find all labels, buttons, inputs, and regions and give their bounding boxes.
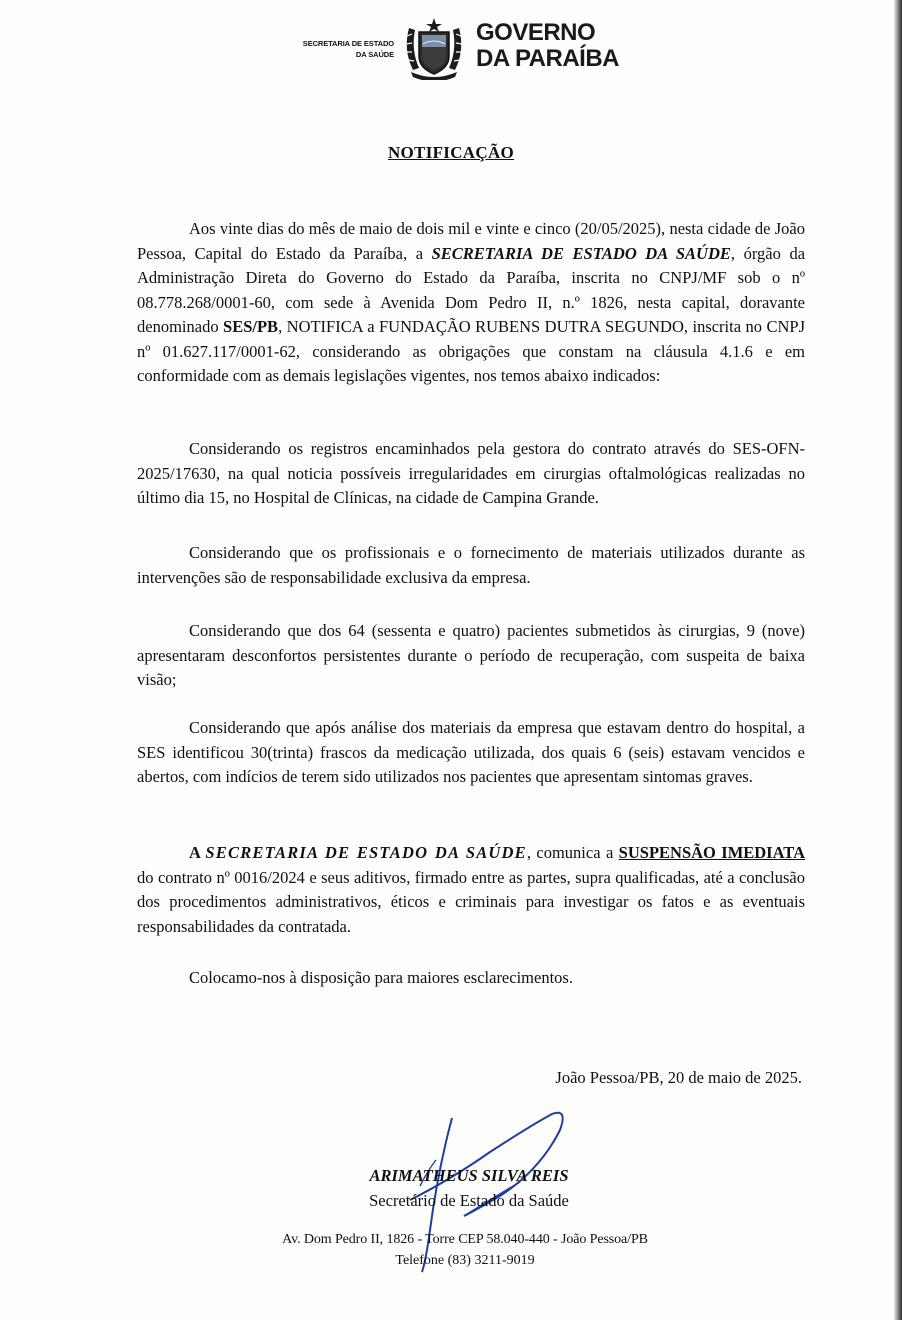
secretaria-line2: DA SAÚDE <box>355 50 394 59</box>
paragraph-opening <box>137 217 805 389</box>
signatory-role: Secretário de Estado da Saúde <box>369 1191 569 1210</box>
document-title: NOTIFICAÇÃO <box>387 143 515 162</box>
footer-phone: Telefone (83) 3211-9019 <box>395 1253 535 1268</box>
secretaria-line1: SECRETARIA DE ESTADO <box>302 39 394 48</box>
paragraph-profissionais <box>137 541 805 590</box>
p6-suspensao-imediata: SUSPENSÃO IMEDIATA <box>618 843 805 862</box>
p3-text: Considerando que os profissionais e o fornecimento de materiais utilizados durante as intervenções são de responsabilidade exclusiva da empresa. <box>137 543 805 587</box>
paragraph-closing <box>137 966 805 991</box>
p6-text-2: , comunica a <box>526 843 619 862</box>
p4-text: Considerando que dos 64 (sessenta e quatro) pacientes submetidos às cirurgias, 9 (nove) apresentaram desconfortos persistentes durante o período de recuperação, com suspeita de baixa visão; <box>137 621 805 689</box>
date-line: João Pessoa/PB, 20 de maio de 2025. <box>555 1068 802 1087</box>
p1-secretaria: SECRETARIA DE ESTADO DA SAÚDE <box>431 243 731 263</box>
paragraph-registros <box>137 437 805 511</box>
p6-text-3: do contrato nº 0016/2024 e seus aditivos, firmado entre as partes, supra qualificadas, até a conclusão dos procedimentos administrativos, éticos e criminais para investigar os fatos e as eventuais responsabilidades da contratada. <box>137 867 805 936</box>
signatory-name: ARIMATHEUS SILVA REIS <box>369 1166 569 1185</box>
p1-text-1: Aos vinte dias do mês de maio de dois mil e vinte e cinco (20/05/2025), nesta cidade de João Pessoa, Capital do Estado da Paraíba, a <box>137 219 805 263</box>
governo-logo-text <box>476 20 619 72</box>
governo-line2: DA PARAÍBA <box>476 45 619 72</box>
paragraph-suspensao <box>137 841 805 939</box>
letterhead <box>282 10 622 82</box>
secretaria-label <box>282 38 394 60</box>
p7-text: Colocamo-nos à disposição para maiores esclarecimentos. <box>189 968 573 987</box>
p1-text-2: , órgão da Administração Direta do Governo do Estado da Paraíba, inscrita no CNPJ/MF sob o nº 08.778.268/0001-60, com sede à Avenida Dom Pedro II, n.º 1826, nesta capital, doravante denominado <box>137 243 806 336</box>
governo-line1: GOVERNO <box>476 19 596 46</box>
paragraph-materiais <box>137 716 805 790</box>
p1-text-3: , NOTIFICA a FUNDAÇÃO RUBENS DUTRA SEGUNDO, inscrita no CNPJ nº 01.627.117/0001-62, considerando as obrigações que constam na cláusula 4.1.6 e em conformidade com as demais legislações vigentes, nos temos abaixo indicados: <box>137 317 805 385</box>
paraiba-crest-icon <box>401 16 467 80</box>
p1-ses-pb: SES/PB <box>223 317 279 336</box>
p6-secretaria: SECRETARIA DE ESTADO DA SAÚDE <box>205 843 527 862</box>
footer-address: Av. Dom Pedro II, 1826 - Torre CEP 58.040-440 - João Pessoa/PB <box>282 1232 648 1247</box>
p5-text: Considerando que após análise dos materiais da empresa que estavam dentro do hospital, a SES identificou 30(trinta) frascos da medicação utilizada, dos quais 6 (seis) estavam vencidos e abertos, com indícios de terem sido utilizados nos pacientes que apresentam sintomas graves. <box>137 718 805 786</box>
p2-text: Considerando os registros encaminhados pela gestora do contrato através do SES-OFN-2025/17630, na qual noticia possíveis irregularidades em cirurgias oftalmológicas realizadas no último dia 15, no Hospital de Clínicas, na cidade de Campina Grande. <box>137 439 805 507</box>
page-edge-shadow <box>894 0 902 1320</box>
p6-text-1: A <box>189 843 206 862</box>
paragraph-pacientes <box>137 619 805 693</box>
